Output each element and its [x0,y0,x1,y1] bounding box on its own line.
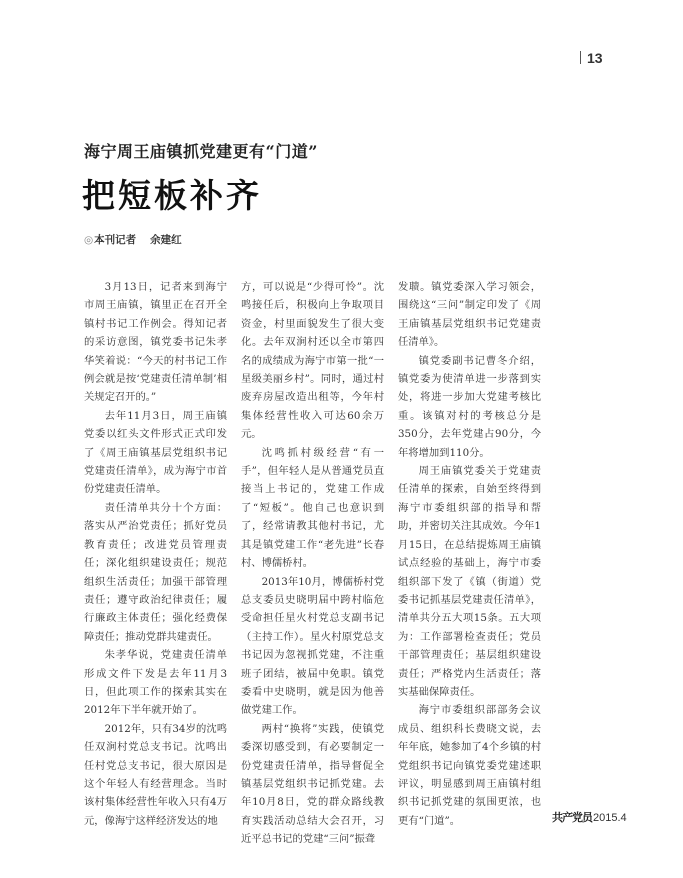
paragraph: 3月13日，记者来到海宁市周王庙镇，镇里正在召开全镇村书记工作例会。得知记者的采访意图，镇党委书记朱孝华笑着说：“今天的村书记工作例会就是按‘党建责任清单制’相关规定召开的。” [84,281,227,404]
byline-role: 本刊记者 [94,234,137,246]
byline-mark: ◎ [84,234,94,246]
article-column-2 [241,278,384,849]
paragraph: 两村“换将”实践，使镇党委深切感受到，有必要制定一份党建责任清单，指导督促全镇基层党组织书记抓党建。去年10月8日，党的群众路线教育实践活动总结大会召开，习近平总书记的党建“三问”振聋 [241,722,384,846]
page-number [580,50,603,66]
paragraph: 2013年10月，博儒桥村党总支委员史晓明届中跨村临危受命担任星火村党总支副书记（主持工作）。星火村原党总支书记因为忽视抓党建，不注重班子团结，被届中免职。镇党委看中史晓明，就是因为他善做党建工作。 [241,575,384,717]
page-number-text: 13 [587,50,603,66]
paragraph: 海宁市委组织部部务会议成员、组织科长费晓文说，去年年底，她参加了4个乡镇的村党组织书记向镇党委党建述职评议，明显感到周王庙镇村组织书记抓党建的氛围更浓，也更有“门道”。 [398,704,541,827]
page-number-divider [580,51,581,64]
paragraph: 朱孝华说，党建责任清单形成文件下发是去年11月3日，但此项工作的探索其实在2012年下半年就开始了。 [84,649,227,717]
paragraph: 周王庙镇党委关于党建责任清单的探索，自始至终得到海宁市委组织部的指导和帮助，并密切关注其成效。今年1月15日，在总结提炼周王庙镇试点经验的基础上，海宁市委组织部下发了《镇（街道）党委书记抓基层党建责任清单》，清单共分五大项15条。五大项为：工作部署检查责任；党员干部管理责任；基层组织建设责任；严格党内生活责任；落实基础保障责任。 [398,465,541,698]
paragraph: 2012年，只有34岁的沈鸣任双涧村党总支书记。沈鸣出任村党总支书记，很大原因是这个年轻人有经营理念。当时该村集体经营性年收入只有4万元，像海宁这样经济发达的地 [84,722,227,827]
article-column-1 [84,278,227,830]
paragraph: 发聩。镇党委深入学习领会，围绕这“三问”制定印发了《周王庙镇基层党组织书记党建责任清单》。 [398,281,541,349]
paragraph: 责任清单共分十个方面：落实从严治党责任；抓好党员教育责任；改进党员管理责任；深化组织建设责任；规范组织生活责任；加强干部管理责任；遵守政治纪律责任；履行廉政主体责任；强化经费保障责任；推动党群共建责任。 [84,501,227,643]
issue-number: 2015.4 [593,812,627,824]
paragraph: 去年11月3日，周王庙镇党委以红头文件形式正式印发了《周王庙镇基层党组织书记党建责任清单》，成为海宁市首份党建责任清单。 [84,409,227,496]
magazine-logo: 共产党员 [552,811,592,824]
article-subtitle: 海宁周王庙镇抓党建更有“门道” [84,142,318,161]
paragraph: 沈鸣抓村级经营“有一手”，但年轻人是从普通党员直接当上书记的，党建工作成了“短板”。他自己也意识到了，经常请教其他村书记，尤其是镇党建工作“老先进”长春村、博儒桥村。 [241,446,384,570]
paragraph: 镇党委副书记曹冬介绍，镇党委为使清单进一步落到实处，将进一步加大党建考核比重。该镇对村的考核总分是350分，去年党建占90分，今年将增加到110分。 [398,354,541,459]
article-title: 把短板补齐 [82,176,262,215]
byline-author: 余建红 [150,234,182,246]
article-column-3 [398,278,541,830]
paragraph: 方，可以说是“少得可怜”。沈鸣接任后，积极向上争取项目资金，村里面貌发生了很大变化。去年双涧村还以全市第四名的成绩成为海宁市第一批“一星级美丽乡村”。同时，通过村废弃房屋改造出租等，今年村集体经营性收入可达60余万元。 [241,281,384,441]
page-footer [552,809,627,825]
byline [84,232,182,247]
